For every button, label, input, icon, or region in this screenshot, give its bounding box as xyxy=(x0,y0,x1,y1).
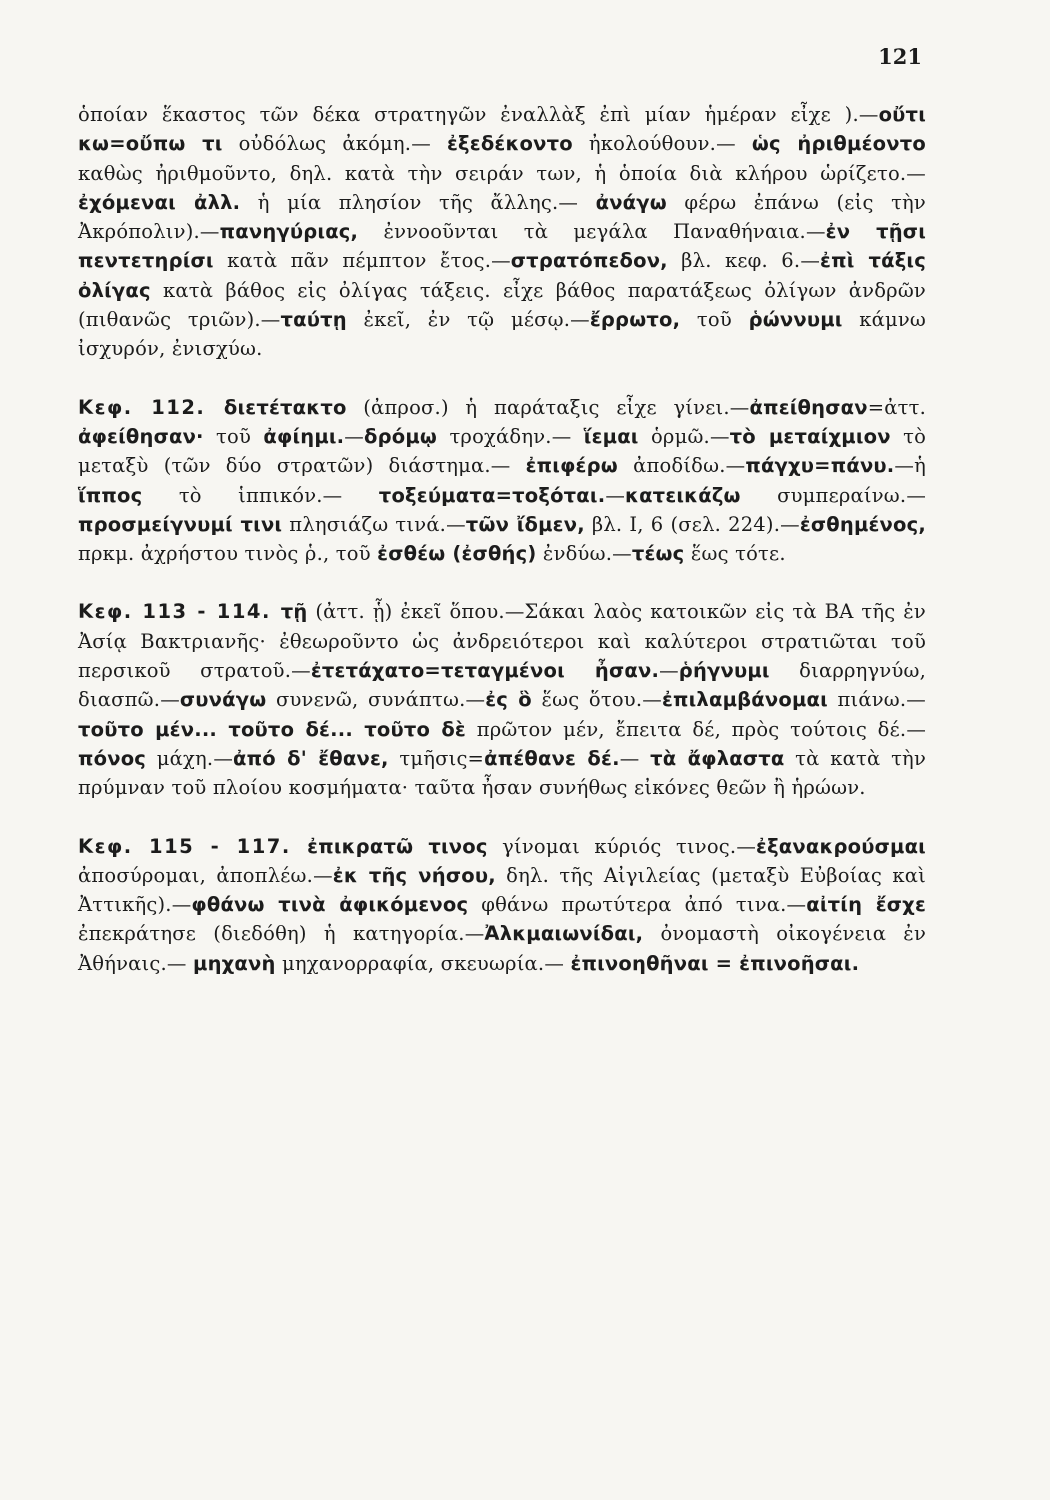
lemma: ἐξεδέκοντο xyxy=(446,132,573,156)
lemma: ταύτῃ xyxy=(280,308,347,332)
gloss-text: ἀποδίδω. xyxy=(617,454,726,478)
lemma: τῇ xyxy=(280,600,308,624)
gloss-text: μάχη. xyxy=(146,746,214,770)
lemma: αἰτίη ἔσχε xyxy=(806,893,926,917)
gloss-text: — xyxy=(736,834,757,858)
gloss-text: μηχανορραφία, σκευωρία. xyxy=(275,951,545,975)
gloss-text: — xyxy=(504,600,525,624)
gloss-text: (ἀπροσ.) ἡ παράταξις εἶχε γίνει. xyxy=(346,395,730,419)
lemma: ἀνάγω xyxy=(595,190,667,214)
lemma: ἐξανακρούσμαι xyxy=(756,834,926,858)
lemma: ἐτετάχατο=τεταγμένοι ἦσαν. xyxy=(310,659,660,683)
gloss-text: ἡ xyxy=(914,454,926,478)
lemma: τοῦτο μέν... τοῦτο δέ... τοῦτο δὲ xyxy=(78,717,466,741)
lemma: προσμείγνυμί τινι xyxy=(78,512,283,536)
gloss-text: — xyxy=(558,190,596,214)
gloss-text: — xyxy=(709,424,730,448)
lemma: ἀπείθησαν xyxy=(749,395,868,419)
gloss-text: — xyxy=(544,951,571,975)
lemma: τέως xyxy=(631,542,685,566)
lemma: ὡς ἠριθμέοντο xyxy=(751,132,926,156)
lemma: ἐπιλαμβάνομαι xyxy=(661,688,828,712)
gloss-text: πρκμ. ἀχρήστου τινὸς ῥ., τοῦ xyxy=(78,542,378,566)
gloss-text: — xyxy=(906,161,926,185)
gloss-text: τὸ μεταξὺ (τῶν δύο στρατῶν) διάστημα. xyxy=(78,424,927,478)
commentary-paragraph xyxy=(78,393,926,569)
lemma: διετέτακτο xyxy=(223,395,347,419)
gloss-text: ἐνδύω. xyxy=(536,542,613,566)
gloss-text: τοῦ xyxy=(203,424,264,448)
gloss-text: διαρρηγνύω, διασπῶ. xyxy=(78,659,927,712)
chapter-heading: Κεφ. 112. xyxy=(78,395,224,419)
lemma: τὸ μεταίχμιον xyxy=(729,424,891,448)
gloss-text: — xyxy=(291,659,311,683)
gloss-text: δηλ. τῆς Αἰγιλείας (μεταξὺ Εὐβοίας καὶ Ἀττικῆς). xyxy=(78,863,926,917)
gloss-text: φθάνω πρωτύτερα ἀπό τινα. xyxy=(468,893,787,917)
lemma: ἐς ὃ xyxy=(485,688,532,712)
gloss-text: — xyxy=(858,103,879,126)
lemma: πάγχυ=πάνυ. xyxy=(745,454,895,478)
lemma: τοξεύματα=τοξόται. xyxy=(378,483,606,507)
gloss-text: ἐπεκράτησε (διεδόθη) ἡ κατηγορία. xyxy=(78,922,465,946)
gloss-text: — xyxy=(490,454,526,478)
commentary-paragraph xyxy=(78,100,926,364)
lemma: ἐπὶ τάξις ὀλίγας xyxy=(78,249,926,302)
lemma: πόνος xyxy=(78,746,147,770)
gloss-text: ἠκολούθουν. xyxy=(572,132,717,156)
gloss-text: — xyxy=(619,746,651,770)
lemma: ῥήγνυμι xyxy=(678,659,770,683)
lemma: μηχανὴ xyxy=(193,951,276,975)
gloss-text: τὰ κατὰ τὴν πρύμναν τοῦ πλοίου κοσμήματα· ταῦτα ἦσαν συνήθως εἰκόνες θεῶν ἢ ἡρώων. xyxy=(78,746,926,800)
gloss-text: — xyxy=(906,717,927,741)
gloss-text: ὀνομαστὴ οἰκογένεια ἐν Ἀθήναις. xyxy=(78,922,926,975)
gloss-text: ἕως τότε. xyxy=(684,542,786,566)
gloss-text: — xyxy=(780,512,800,536)
gloss-text: πιάνω. xyxy=(827,688,907,712)
chapter-heading: Κεφ. 113 - 114. xyxy=(78,600,281,624)
page-body xyxy=(78,100,926,978)
gloss-text: — xyxy=(464,922,485,946)
gloss-text: ἡ μία πλησίον τῆς ἄλλης. xyxy=(240,190,559,214)
gloss-text: πρῶτον μέν, ἔπειτα δέ, πρὸς τούτοις δέ. xyxy=(466,717,907,741)
gloss-text: — xyxy=(411,132,447,156)
gloss-text: καθὼς ἠριθμοῦντο, δηλ. κατὰ τὴν σειράν των, ἡ ὁποία διὰ κλήρου ὡρίζετο. xyxy=(78,161,907,185)
lemma: στρατόπεδον, xyxy=(510,249,668,273)
gloss-text: ὁποίαν ἕκαστος τῶν δέκα στρατηγῶν ἐναλλὰξ ἐπὶ μίαν ἡμέραν εἶχε ). xyxy=(78,103,859,126)
gloss-text: τὸ ἱππικόν. xyxy=(142,483,323,507)
lemma: ἐν τῇσι πεντετηρίσι xyxy=(78,220,926,273)
lemma: ἀφείθησαν· xyxy=(78,424,204,448)
gloss-text: — xyxy=(570,308,590,332)
gloss-text: — xyxy=(642,688,662,712)
gloss-text: — xyxy=(166,951,194,975)
gloss-text: βλ. κεφ. 6. xyxy=(667,249,801,273)
lemma: πανηγύριας, xyxy=(219,220,359,244)
gloss-text: ὁρμῶ. xyxy=(638,424,710,448)
lemma: τὰ ἄφλαστα xyxy=(650,746,785,770)
gloss-text: — xyxy=(800,249,821,273)
gloss-text: τροχάδην. xyxy=(437,424,552,448)
lemma: ῥώννυμι xyxy=(748,308,843,332)
gloss-text: — xyxy=(805,220,826,244)
commentary-paragraph xyxy=(78,597,926,802)
gloss-text: ἐννοοῦνται τὰ μεγάλα Παναθήναια. xyxy=(358,220,806,244)
lemma: δρόμῳ xyxy=(364,424,438,448)
lemma: ἐσθημένος, xyxy=(799,512,926,536)
gloss-text: συμπεραίνω. xyxy=(740,483,907,507)
gloss-text: — xyxy=(465,688,486,712)
lemma: ἵππος xyxy=(78,483,143,507)
gloss-text: — xyxy=(729,395,750,419)
lemma: ἐκ τῆς νήσου, xyxy=(332,863,496,887)
lemma: κατεικάζω xyxy=(625,483,741,507)
lemma: ἀφίημι. xyxy=(263,424,345,448)
lemma: οὔτι κω=οὔπω τι xyxy=(78,103,926,156)
commentary-paragraph xyxy=(78,832,926,978)
gloss-text: — xyxy=(551,424,584,448)
gloss-text: οὐδόλως ἀκόμη. xyxy=(222,132,412,156)
lemma: ἔρρωτο, xyxy=(589,308,681,332)
lemma: ἐσθέω (ἐσθής) xyxy=(377,542,537,566)
gloss-text: — xyxy=(322,483,379,507)
gloss-text: — xyxy=(659,659,679,683)
gloss-text: βλ. I, 6 (σελ. 224). xyxy=(584,512,781,536)
chapter-heading: Κεφ. 115 - 117. xyxy=(78,834,308,858)
gloss-text: — xyxy=(786,893,807,917)
gloss-text: — xyxy=(160,688,180,712)
lemma: ἐπικρατῶ τινος xyxy=(307,834,488,858)
gloss-text: — xyxy=(171,893,192,917)
gloss-text: — xyxy=(612,542,632,566)
lemma: ἐπινοηθῆναι = ἐπινοῆσαι. xyxy=(570,951,860,975)
gloss-text: — xyxy=(446,512,466,536)
gloss-text: τοῦ xyxy=(680,308,749,332)
gloss-text: συνενῶ, συνάπτω. xyxy=(266,688,466,712)
lemma: ἀπέθανε δέ. xyxy=(484,746,620,770)
gloss-text: κατὰ βάθος εἰς ὀλίγας τάξεις. εἶχε βάθος παρατάξεως ὀλίγων ἀνδρῶν (πιθανῶς τριῶν). xyxy=(78,278,926,332)
gloss-text: πλησιάζω τινά. xyxy=(282,512,447,536)
gloss-text: — xyxy=(260,308,281,332)
gloss-text: τμῆσις= xyxy=(388,746,485,770)
lemma: ἵεμαι xyxy=(583,424,639,448)
gloss-text: — xyxy=(906,483,927,507)
gloss-text: =ἀττ. xyxy=(867,395,926,419)
gloss-text: κατὰ πᾶν πέμπτον ἔτος. xyxy=(213,249,492,273)
gloss-text: ἀποσύρομαι, ἀποπλέω. xyxy=(78,863,314,887)
lemma: τῶν ἴδμεν, xyxy=(465,512,585,536)
gloss-text: — xyxy=(213,746,234,770)
gloss-text: — xyxy=(199,220,220,244)
gloss-text: γίνομαι κύριός τινος. xyxy=(487,834,737,858)
lemma: ἐπιφέρω xyxy=(525,454,618,478)
gloss-text: — xyxy=(605,483,626,507)
gloss-text: — xyxy=(313,863,333,887)
lemma: ἐχόμεναι ἀλλ. xyxy=(78,190,241,214)
gloss-text: κάμνω ἰσχυρόν, ἐνισχύω. xyxy=(78,308,927,361)
lemma: Ἀλκμαιωνίδαι, xyxy=(484,922,644,946)
gloss-text: (ἀττ. ᾗ) ἐκεῖ ὅπου. xyxy=(307,600,505,624)
lemma: συνάγω xyxy=(179,688,267,712)
gloss-text: ἕως ὅτου. xyxy=(531,688,643,712)
gloss-text: Σάκαι λαὸς κατοικῶν εἰς τὰ ΒΑ τῆς ἐν Ἀσίᾳ Βακτριανῆς· ἐθεωροῦντο ὡς ἀνδρειότεροι καὶ καλύτεροι στρατιῶται τοῦ περσικοῦ στρατοῦ. xyxy=(78,600,926,683)
gloss-text: — xyxy=(491,249,511,273)
gloss-text: ἐκεῖ, ἐν τῷ μέσῳ. xyxy=(346,308,571,332)
lemma: ἀπό δ' ἔθανε, xyxy=(233,746,389,770)
gloss-text: — xyxy=(894,454,915,478)
gloss-text: — xyxy=(716,132,752,156)
gloss-text: — xyxy=(906,688,926,712)
lemma: φθάνω τινὰ ἀφικόμενος xyxy=(191,893,469,917)
gloss-text: φέρω ἐπάνω (εἰς τὴν Ἀκρόπολιν). xyxy=(78,190,926,244)
gloss-text: — xyxy=(725,454,746,478)
page-number: 121 xyxy=(878,44,922,69)
gloss-text: — xyxy=(344,424,364,448)
